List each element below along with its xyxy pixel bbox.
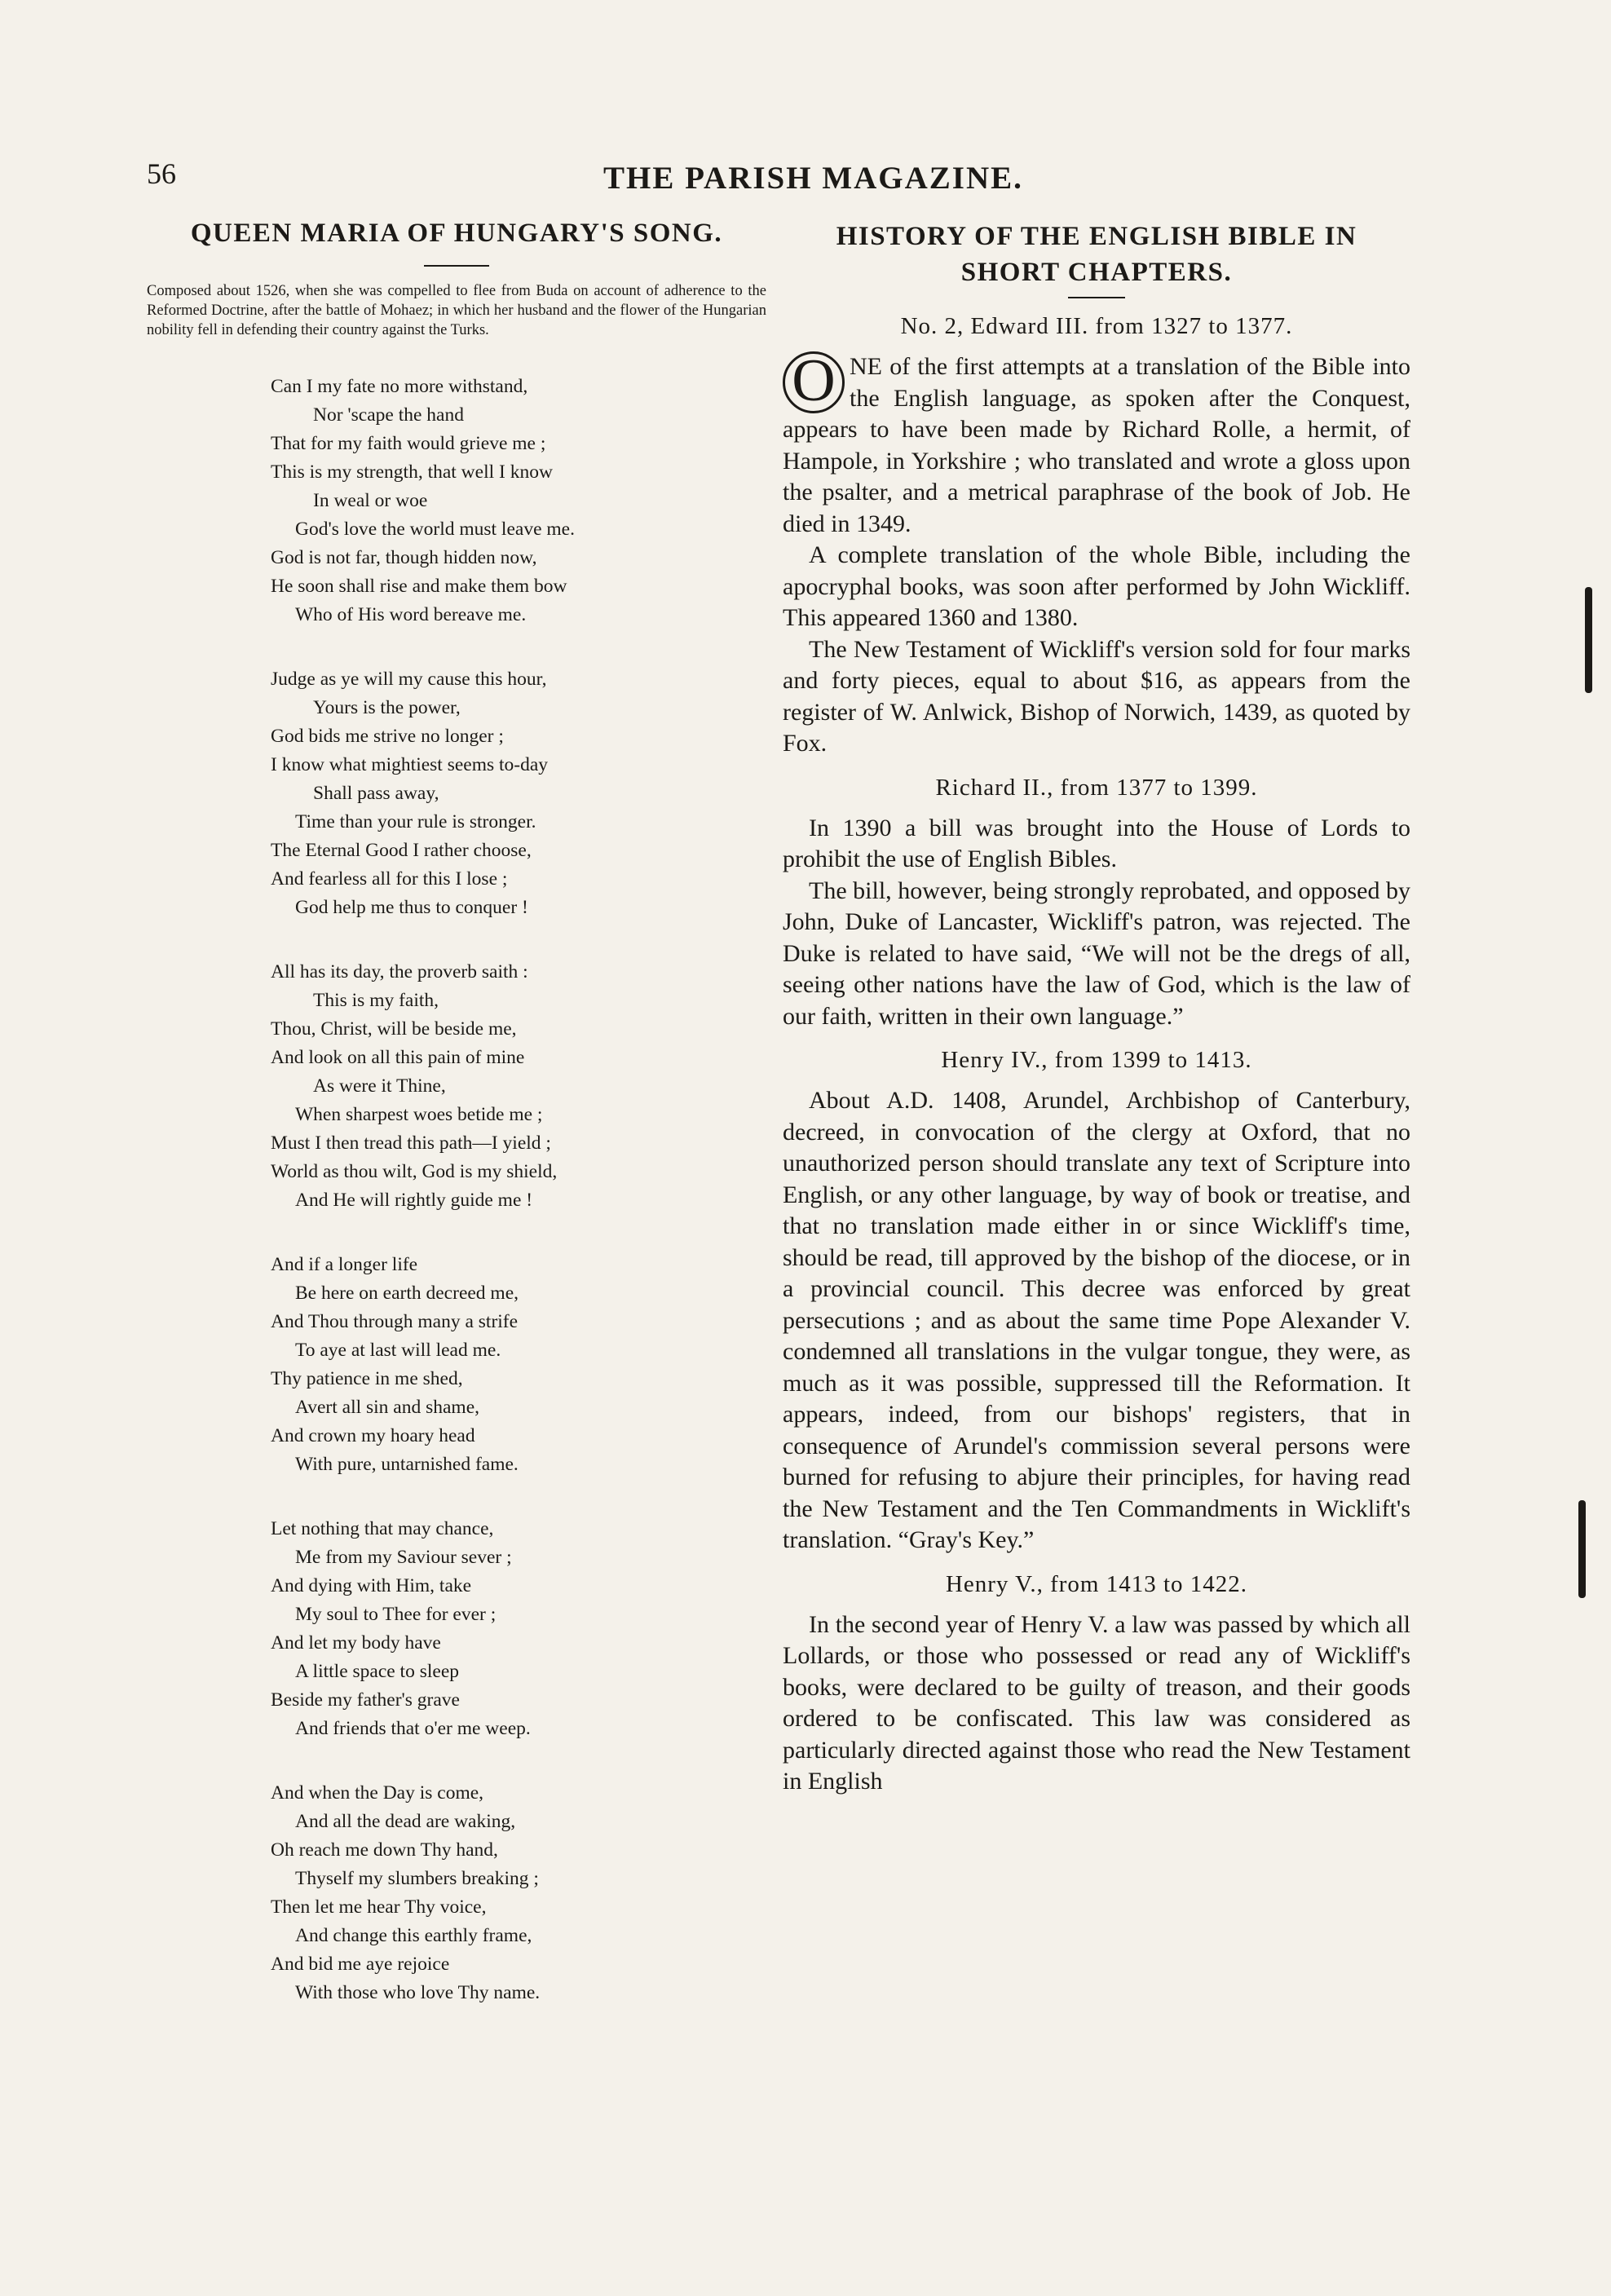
poem-line: God's love the world must leave me. [295,519,575,540]
poem-line: And bid me aye rejoice [271,1954,450,1975]
stanza-1 [271,373,766,629]
poem-line: Beside my father's grave [271,1689,460,1711]
article-paragraph: In the second year of Henry V. a law was passed by which all Lollards, or those who possessed or read any of Wickliff's books, were declared to be guilty of treason, and their goods ordered to be confiscated. This law was considered as particularly directed against those who read the New Testament in English [783,1610,1410,1795]
poem-line: When sharpest woes betide me ; [295,1104,543,1125]
poem-line: Thy patience in me shed, [271,1368,463,1389]
poem-line: And crown my hoary head [271,1425,475,1446]
poem-line: And when the Day is come, [271,1782,484,1804]
article-paragraph: The New Testament of Wickliff's version sold for four marks and forty pieces, equal to about $16, as appears from the register of W. Anlwick, Bishop of Norwich, 1439, as quoted by Fox. [783,635,1410,757]
section-heading-henry-iv: Henry IV., from 1399 to 1413. [941,1047,1252,1073]
section-heading-richard-ii: Richard II., from 1377 to 1399. [935,774,1258,801]
article-title-rule [1068,297,1125,298]
article-paragraph [783,347,1410,540]
poem-line: And fearless all for this I lose ; [271,868,508,890]
poem-line: The Eternal Good I rather choose, [271,840,532,861]
article-paragraph: The bill, however, being strongly reprobated, and opposed by John, Duke of Lancaster, Wickliff's patron, was rejected. The Duke is related to have said, “We will not be the dregs of all, seeing other nations have the law of God, which is the law of our faith, written in their own language.” [783,876,1410,1030]
poem-line: In weal or woe [313,490,428,511]
section-heading-edward-iii: No. 2, Edward III. from 1327 to 1377. [900,313,1293,339]
article-column [783,219,1410,1798]
stanza-2 [271,665,766,922]
poem-line: Nor 'scape the hand [313,404,464,426]
poem-line: And all the dead are waking, [295,1811,516,1832]
poem-line: Shall pass away, [313,783,439,804]
poem-line: And He will rightly guide me ! [295,1190,533,1211]
poem-line: Can I my fate no more withstand, [271,376,528,397]
article-title-line-2: SHORT CHAPTERS. [960,258,1233,287]
page-number: 56 [147,157,176,190]
poem-line: He soon shall rise and make them bow [271,576,567,597]
poem-line: With those who love Thy name. [295,1982,541,2003]
poem-line: Then let me hear Thy voice, [271,1896,487,1918]
section-heading-henry-v: Henry V., from 1413 to 1422. [945,1570,1248,1597]
poem-line: Avert all sin and shame, [295,1397,480,1418]
poem-line: Who of His word bereave me. [295,604,527,625]
poem-line: All has its day, the proverb saith : [271,961,528,982]
poem-line: With pure, untarnished fame. [295,1454,519,1475]
poem-line: Yours is the power, [313,697,461,718]
poem-line: And let my body have [271,1632,441,1654]
paragraph-text: NE of the first attempts at a translation of the Bible into the English language, as spoken after the Conquest, appears to have been made by Richard Rolle, a hermit, of Hampole, in Yorkshire ; who translated and wrote a gloss upon the psalter, and a metrical paraphrase of the book of Job. He died in 1349. [783,353,1410,537]
article-paragraph: In 1390 a bill was brought into the House of Lords to prohibit the use of English Bibles. [783,814,1410,872]
article-paragraph: About A.D. 1408, Arundel, Archbishop of Canterbury, decreed, in convocation of the clergy at Oxford, that no unauthorized person should translate any text of Scripture into English, or any other language, by way of book or treatise, and that no translation made either in or since Wickliff's time, should be read, till approved by the bishop of the diocese, or in a provincial council. This decree was enforced by great persecutions ; and as about the same time Pope Alexander V. condemned all translations in the vulgar tongue, they were, as much as it was possible, suppressed till the Reformation. It appears, indeed, from our bishops' registers, that in consequence of Arundel's commission several persons were burned for refusing to abjure their principles, for having read the New Testament and the Ten Commandments in Wicklift's translation. “Gray's Key.” [783,1087,1410,1553]
stanza-3 [271,958,766,1215]
poem-line: Thou, Christ, will be beside me, [271,1018,517,1040]
article-title [783,219,1410,290]
poem-line: Thyself my slumbers breaking ; [295,1868,539,1889]
title-rule [424,265,489,267]
poem-line: And Thou through many a strife [271,1311,519,1332]
stanza-6 [271,1779,766,2007]
margin-ink-mark [1585,587,1592,693]
poem-line: God is not far, though hidden now, [271,547,537,568]
poem-line: Let nothing that may chance, [271,1518,494,1539]
poem-line: And look on all this pain of mine [271,1047,525,1068]
article-title-line-1: HISTORY OF THE ENGLISH BIBLE IN [836,222,1357,251]
poem-line: Oh reach me down Thy hand, [271,1839,498,1861]
stanza-5 [271,1515,766,1743]
poem-line: That for my faith would grieve me ; [271,433,546,454]
poem-line: And if a longer life [271,1254,418,1275]
poem-line: Must I then tread this path—I yield ; [271,1133,551,1154]
poem-line: This is my faith, [313,990,439,1011]
poem-line: Me from my Saviour sever ; [295,1547,512,1568]
poem-intro: Composed about 1526, when she was compelled to flee from Buda on account of adherence to the Reformed Doctrine, after the battle of Mohaez; in which her husband and the flower of the Hungarian nobility fell in defending their country against the Turks. [147,283,766,338]
poem-line: World as thou wilt, God is my shield, [271,1161,558,1182]
poem-line: God help me thus to conquer ! [295,897,528,918]
poem-line: Time than your rule is stronger. [295,811,536,832]
running-head [147,157,1464,202]
poem-line: And dying with Him, take [271,1575,472,1596]
poem-line: Be here on earth decreed me, [295,1283,519,1304]
stanza-4 [271,1251,766,1479]
poem-line: A little space to sleep [295,1661,460,1682]
poem-line: Judge as ye will my cause this hour, [271,669,547,690]
poem-line: I know what mightiest seems to-day [271,754,549,775]
poem-line: God bids me strive no longer ; [271,726,504,747]
magazine-title: THE PARISH MAGAZINE. [603,161,1023,196]
article-paragraph: A complete translation of the whole Bible, including the apocryphal books, was soon after performed by John Wickliff. This appeared 1360 and 1380. [783,541,1410,631]
margin-ink-mark [1578,1500,1586,1598]
poem-line: To aye at last will lead me. [295,1340,501,1361]
poem-line: And friends that o'er me weep. [295,1718,531,1739]
poem-line: And change this earthly frame, [295,1925,532,1946]
poem-line: As were it Thine, [313,1075,446,1097]
poem-title: QUEEN MARIA OF HUNGARY'S SONG. [190,219,723,248]
poem-line: My soul to Thee for ever ; [295,1604,497,1625]
drop-cap: O [783,351,845,413]
poem-column [147,219,766,2043]
poem-line: This is my strength, that well I know [271,461,553,483]
